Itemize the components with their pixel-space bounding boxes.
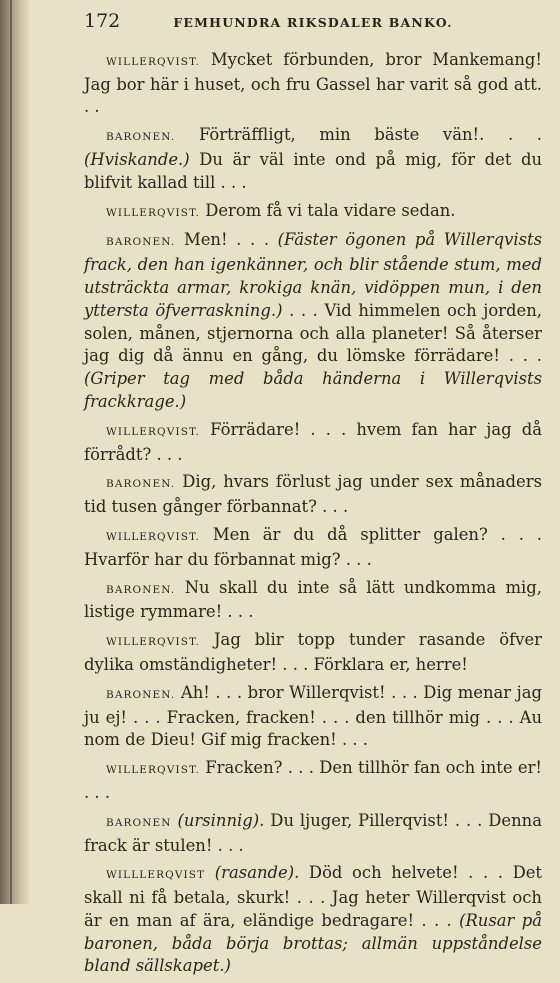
speech-text-continued: Du är väl inte ond på mig, för det du blifvit kallad till . . . (84, 149, 542, 192)
speaker-name: WILLERQVIST. (106, 206, 200, 219)
speaker-name: BARONEN (106, 816, 172, 829)
speaker-name: BARONEN. (106, 478, 176, 491)
speech-8 (84, 577, 542, 625)
speaker-name: WILLERQVIST. (106, 55, 200, 68)
speech-9 (84, 629, 542, 677)
stage-direction: (rasande). (214, 863, 300, 883)
speaker-name: WILLERQVIST. (106, 530, 200, 543)
speech-text: Men! . . . (175, 230, 278, 250)
speech-text: Förträffligt, min bäste vän!. . . (175, 125, 542, 145)
speech-4 (84, 229, 542, 413)
speaker-name: BARONEN. (106, 583, 176, 596)
speech-5 (84, 419, 542, 467)
speech-text: Jag blir topp tunder rasande öfver dylika omständigheter! . . . Förklara er, herre! (84, 630, 542, 674)
book-spine-shadow (0, 0, 30, 904)
speech-12 (84, 810, 542, 858)
speaker-name: WILLERQVIST. (106, 764, 200, 777)
speech-3 (84, 200, 542, 225)
stage-direction: (Fäster ögonen på Willerqvists frack, den han igenkänner, och blir stående stum, med utsträckta armar, krokiga knän, vidöppen mun, i den yttersta öfverraskning.) (84, 230, 542, 320)
speaker-name: BARONEN. (106, 131, 176, 144)
speaker-name: BARONEN. (106, 688, 176, 701)
speech-text: Du ljuger, Pillerqvist! . . . Denna frack är stulen! . . . (84, 810, 542, 855)
stage-direction-2: (Rusar på baronen, båda börja brottas; allmän uppståndelse bland sällskapet.) (84, 910, 542, 976)
speaker-name: WILLLERQVIST (106, 869, 206, 882)
speech-2 (84, 124, 542, 194)
speech-10 (84, 682, 542, 752)
speech-6 (84, 471, 542, 519)
stage-direction-2: (Griper tag med båda händerna i Willerqvists frackkrage.) (84, 369, 542, 411)
speech-text: Ah! . . . bror Willerqvist! . . . Dig menar jag ju ej! . . . Fracken, fracken! . . . den tillhör mig . . . Au nom de Dieu! Gif mig fracken! . . . (84, 682, 542, 750)
speech-11 (84, 757, 542, 805)
book-page (84, 10, 542, 983)
speech-text: Mycket förbunden, bror Mankemang! Jag bor här i huset, och fru Gassel har varit så god att. . . (84, 49, 542, 117)
speech-text: Dig, hvars förlust jag under sex månaders tid tusen gånger förbannat? . . . (84, 472, 542, 517)
running-title: FEMHUNDRA RIKSDALER BANKO. (173, 15, 453, 30)
speech-text: Nu skall du inte så lätt undkomma mig, listige rymmare! . . . (84, 577, 542, 622)
speech-text: Derom få vi tala vidare sedan. (200, 200, 456, 220)
speech-text-continued: . . . Vid himmelen och jorden, solen, månen, stjernorna och alla planeter! Så återser jag dig då ännu en gång, du lömske förrädare! . . . (84, 300, 542, 366)
stage-direction: (Hviskande.) (84, 149, 190, 169)
speaker-name: WILLERQVIST. (106, 425, 200, 438)
speech-1 (84, 49, 542, 119)
speaker-name: BARONEN. (106, 236, 176, 249)
page-header (84, 10, 542, 35)
speech-text: Men är du då splitter galen? . . . Hvarför har du förbannat mig? . . . (84, 524, 542, 569)
speaker-name: WILLERQVIST. (106, 636, 200, 649)
stage-direction: (ursinnig). (177, 810, 265, 830)
page-number: 172 (84, 10, 121, 32)
speech-text: Död och helvete! . . . Det skall ni få betala, skurk! . . . Jag heter Willerqvist och är en man af ära, eländige bedragare! . . . (84, 863, 543, 930)
speech-13 (84, 862, 542, 978)
speech-text: Förrädare! . . . hvem fan har jag då förrådt? . . . (84, 419, 542, 464)
speech-7 (84, 524, 542, 572)
speech-text: Fracken? . . . Den tillhör fan och inte er! . . . (84, 758, 542, 802)
